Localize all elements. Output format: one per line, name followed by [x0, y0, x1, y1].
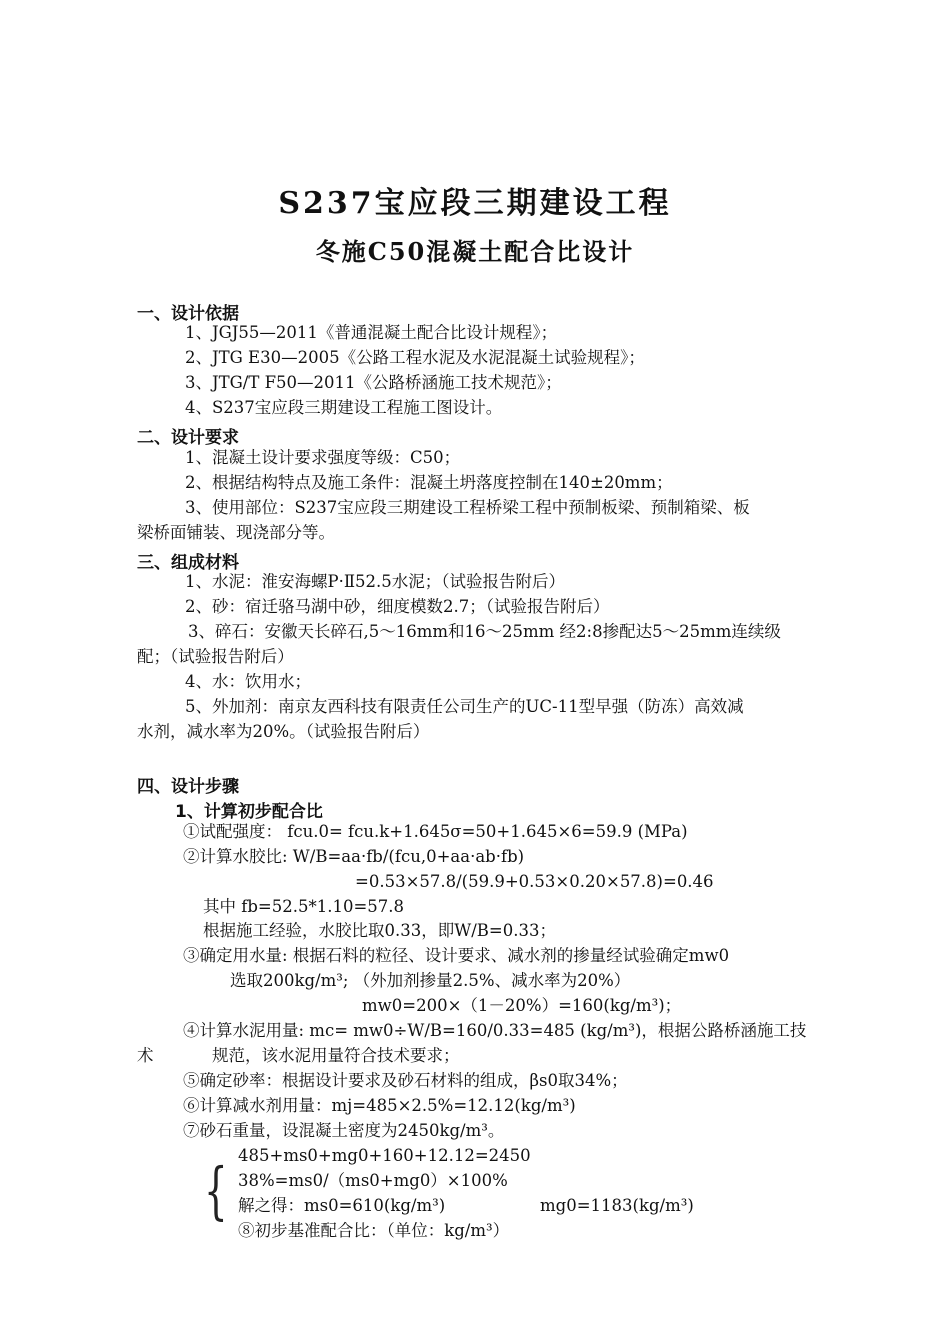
- requirement-item: 3、使用部位：S237宝应段三期建设工程桥梁工程中预制板梁、预制箱梁、板: [185, 498, 750, 517]
- material-item: 1、水泥：淮安海螺P·Ⅱ52.5水泥；（试验报告附后）: [185, 572, 566, 591]
- requirement-item: 1、混凝土设计要求强度等级：C50；: [185, 448, 461, 467]
- material-item: 5、外加剂：南京友西科技有限责任公司生产的UC-11型早强（防冻）高效减: [185, 697, 744, 716]
- basis-item: 2、JTG E30—2005《公路工程水泥及水泥混凝土试验规程》；: [185, 348, 645, 367]
- document-subtitle: 冬施C50混凝土配合比设计: [315, 237, 635, 266]
- step-line: 其中 fb=52.5*1.10=57.8: [203, 897, 405, 916]
- step-line: 规范，该水泥用量符合技术要求；: [212, 1046, 460, 1065]
- equation-line: mg0=1183(kg/m³): [540, 1196, 694, 1215]
- step-line: 选取200kg/m³; （外加剂掺量2.5%、减水率为20%）: [230, 971, 631, 990]
- basis-item: 1、JGJ55—2011《普通混凝土配合比设计规程》；: [185, 323, 558, 342]
- step-line: ⑤确定砂率：根据设计要求及砂石材料的组成，βs0取34%；: [183, 1071, 628, 1090]
- step-line: =0.53×57.8/(59.9+0.53×0.20×57.8)=0.46: [355, 872, 714, 891]
- equation-brace: {: [204, 1154, 228, 1227]
- equation-line: 38%=ms0/（ms0+mg0）×100%: [238, 1171, 508, 1190]
- step-line: ②计算水胶比: W/B=aa·fb/(fcu,0+aa·ab·fb): [183, 847, 525, 866]
- step-line: 根据施工经验，水胶比取0.33，即W/B=0.33；: [203, 921, 556, 940]
- step-line: ⑧初步基准配合比：（单位：kg/m³）: [238, 1221, 510, 1240]
- material-item: 4、水：饮用水；: [185, 672, 311, 691]
- step-line: ⑥计算减水剂用量：mj=485×2.5%=12.12(kg/m³): [183, 1096, 576, 1115]
- step-line: ⑦砂石重量，设混凝土密度为2450kg/m³。: [183, 1121, 505, 1140]
- material-item: 3、碎石：安徽天长碎石,5～16mm和16～25mm 经2:8掺配达5～25mm连续级: [188, 622, 781, 641]
- material-item: 2、砂：宿迁骆马湖中砂，细度模数2.7；（试验报告附后）: [185, 597, 610, 616]
- requirement-item: 2、根据结构特点及施工条件：混凝土坍落度控制在140±20mm；: [185, 473, 673, 492]
- basis-item: 4、S237宝应段三期建设工程施工图设计。: [185, 398, 503, 417]
- step-line: ③确定用水量: 根据石料的粒径、设计要求、减水剂的掺量经试验确定mw0: [183, 946, 730, 965]
- requirement-item-continued: 梁桥面铺装、现浇部分等。: [137, 523, 335, 542]
- step-line: 术: [137, 1046, 154, 1065]
- section-heading-basis: 一、设计依据: [137, 304, 239, 324]
- material-item-continued: 配；（试验报告附后）: [137, 647, 294, 666]
- step-line: ④计算水泥用量: mc= mw0÷W/B=160/0.33=485 (kg/m³)，根据公路桥涵施工技: [183, 1021, 807, 1040]
- equation-line: 485+ms0+mg0+160+12.12=2450: [238, 1146, 531, 1165]
- step-line: ①试配强度： fcu.0= fcu.k+1.645σ=50+1.645×6=59.9 (MPa): [183, 822, 688, 841]
- material-item-continued: 水剂，减水率为20%。（试验报告附后）: [137, 722, 430, 741]
- section-heading-steps: 四、设计步骤: [137, 777, 239, 797]
- document-title: S237宝应段三期建设工程: [278, 186, 672, 221]
- section-heading-materials: 三、组成材料: [137, 553, 239, 573]
- step-line: mw0=200×（1－20%）=160(kg/m³)；: [362, 996, 682, 1015]
- equation-line: 解之得：ms0=610(kg/m³): [238, 1196, 446, 1215]
- section-heading-requirements: 二、设计要求: [137, 428, 239, 448]
- basis-item: 3、JTG/T F50—2011《公路桥涵施工技术规范》；: [185, 373, 562, 392]
- sub-heading-initial-mix: 1、计算初步配合比: [175, 802, 323, 822]
